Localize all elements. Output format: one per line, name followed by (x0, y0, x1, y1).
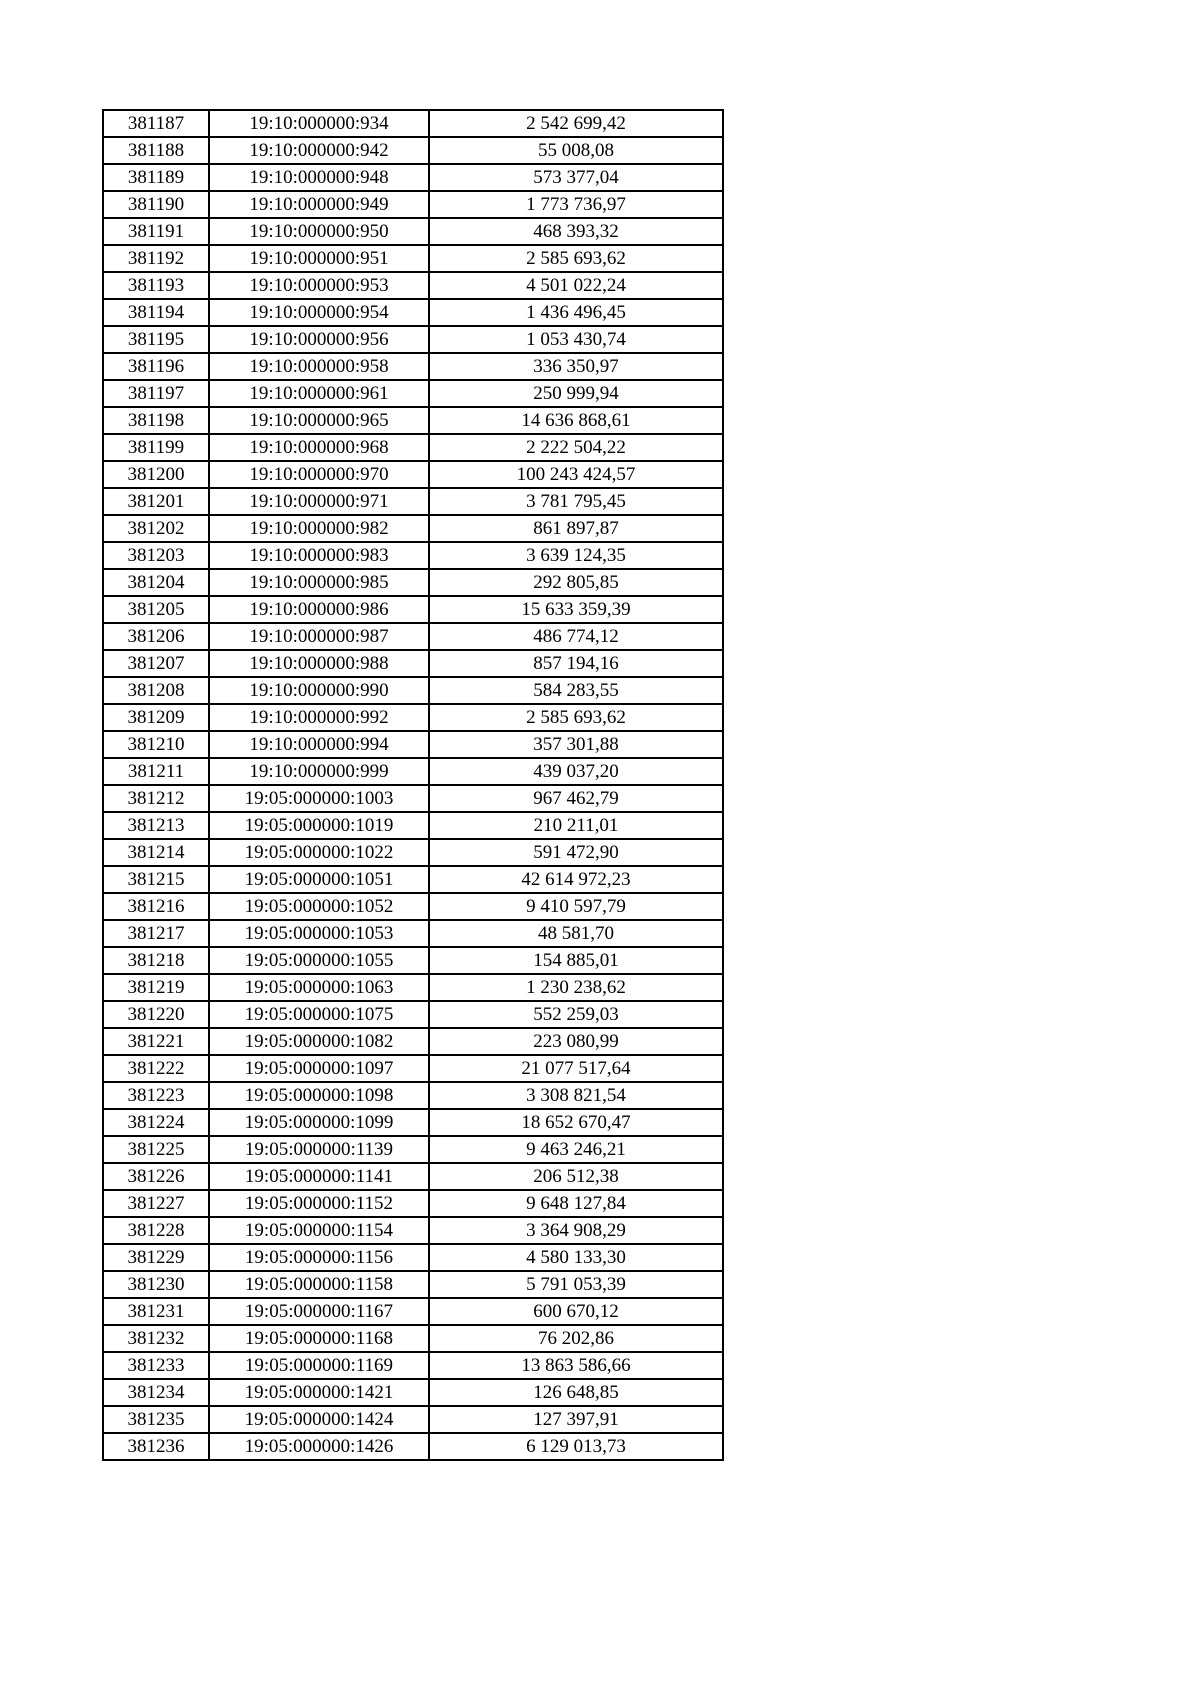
amount-cell: 1 053 430,74 (429, 326, 723, 353)
row-number-cell: 381210 (103, 731, 209, 758)
amount-cell: 55 008,08 (429, 137, 723, 164)
cadastral-number-cell: 19:05:000000:1055 (209, 947, 429, 974)
row-number-cell: 381194 (103, 299, 209, 326)
table-row (103, 488, 723, 515)
cadastral-number-cell: 19:05:000000:1152 (209, 1190, 429, 1217)
row-number-cell: 381225 (103, 1136, 209, 1163)
table-row (103, 218, 723, 245)
table-body (103, 110, 723, 1460)
row-number-cell: 381206 (103, 623, 209, 650)
row-number-cell: 381222 (103, 1055, 209, 1082)
table-row (103, 245, 723, 272)
table-row (103, 1433, 723, 1460)
table-row (103, 920, 723, 947)
row-number-cell: 381232 (103, 1325, 209, 1352)
row-number-cell: 381228 (103, 1217, 209, 1244)
table-row (103, 677, 723, 704)
amount-cell: 3 364 908,29 (429, 1217, 723, 1244)
cadastral-number-cell: 19:05:000000:1169 (209, 1352, 429, 1379)
amount-cell: 154 885,01 (429, 947, 723, 974)
table-row (103, 1217, 723, 1244)
cadastral-number-cell: 19:10:000000:934 (209, 110, 429, 137)
table-row (103, 974, 723, 1001)
table-row (103, 326, 723, 353)
row-number-cell: 381234 (103, 1379, 209, 1406)
table-row (103, 353, 723, 380)
table-row (103, 650, 723, 677)
amount-cell: 573 377,04 (429, 164, 723, 191)
cadastral-number-cell: 19:10:000000:994 (209, 731, 429, 758)
table-row (103, 164, 723, 191)
cadastral-number-cell: 19:10:000000:956 (209, 326, 429, 353)
amount-cell: 357 301,88 (429, 731, 723, 758)
amount-cell: 206 512,38 (429, 1163, 723, 1190)
cadastral-number-cell: 19:05:000000:1154 (209, 1217, 429, 1244)
row-number-cell: 381191 (103, 218, 209, 245)
cadastral-number-cell: 19:05:000000:1426 (209, 1433, 429, 1460)
amount-cell: 14 636 868,61 (429, 407, 723, 434)
row-number-cell: 381215 (103, 866, 209, 893)
row-number-cell: 381224 (103, 1109, 209, 1136)
cadastral-number-cell: 19:10:000000:950 (209, 218, 429, 245)
table-row (103, 866, 723, 893)
cadastral-number-cell: 19:10:000000:987 (209, 623, 429, 650)
cadastral-number-cell: 19:05:000000:1082 (209, 1028, 429, 1055)
table-row (103, 1055, 723, 1082)
table-row (103, 785, 723, 812)
table-row (103, 1271, 723, 1298)
table-row (103, 893, 723, 920)
table-row (103, 1379, 723, 1406)
cadastral-number-cell: 19:10:000000:988 (209, 650, 429, 677)
row-number-cell: 381187 (103, 110, 209, 137)
amount-cell: 223 080,99 (429, 1028, 723, 1055)
row-number-cell: 381193 (103, 272, 209, 299)
row-number-cell: 381207 (103, 650, 209, 677)
amount-cell: 250 999,94 (429, 380, 723, 407)
row-number-cell: 381220 (103, 1001, 209, 1028)
table-row (103, 731, 723, 758)
amount-cell: 210 211,01 (429, 812, 723, 839)
amount-cell: 5 791 053,39 (429, 1271, 723, 1298)
amount-cell: 292 805,85 (429, 569, 723, 596)
row-number-cell: 381198 (103, 407, 209, 434)
cadastral-number-cell: 19:10:000000:983 (209, 542, 429, 569)
cadastral-number-cell: 19:10:000000:992 (209, 704, 429, 731)
amount-cell: 967 462,79 (429, 785, 723, 812)
table-row (103, 1001, 723, 1028)
cadastral-number-cell: 19:05:000000:1156 (209, 1244, 429, 1271)
table-row (103, 1163, 723, 1190)
data-table (102, 109, 724, 1461)
cadastral-number-cell: 19:05:000000:1022 (209, 839, 429, 866)
table-row (103, 407, 723, 434)
table-row (103, 272, 723, 299)
table-row (103, 704, 723, 731)
amount-cell: 1 773 736,97 (429, 191, 723, 218)
amount-cell: 1 436 496,45 (429, 299, 723, 326)
row-number-cell: 381229 (103, 1244, 209, 1271)
table-row (103, 596, 723, 623)
table-row (103, 1082, 723, 1109)
cadastral-number-cell: 19:10:000000:990 (209, 677, 429, 704)
cadastral-number-cell: 19:05:000000:1421 (209, 1379, 429, 1406)
table-row (103, 1244, 723, 1271)
row-number-cell: 381221 (103, 1028, 209, 1055)
amount-cell: 4 501 022,24 (429, 272, 723, 299)
cadastral-number-cell: 19:10:000000:961 (209, 380, 429, 407)
cadastral-number-cell: 19:10:000000:982 (209, 515, 429, 542)
amount-cell: 48 581,70 (429, 920, 723, 947)
row-number-cell: 381218 (103, 947, 209, 974)
amount-cell: 6 129 013,73 (429, 1433, 723, 1460)
amount-cell: 100 243 424,57 (429, 461, 723, 488)
table-row (103, 380, 723, 407)
table-row (103, 569, 723, 596)
cadastral-number-cell: 19:10:000000:958 (209, 353, 429, 380)
amount-cell: 3 781 795,45 (429, 488, 723, 515)
cadastral-number-cell: 19:05:000000:1098 (209, 1082, 429, 1109)
row-number-cell: 381233 (103, 1352, 209, 1379)
amount-cell: 126 648,85 (429, 1379, 723, 1406)
amount-cell: 2 542 699,42 (429, 110, 723, 137)
table-row (103, 812, 723, 839)
cadastral-number-cell: 19:10:000000:949 (209, 191, 429, 218)
amount-cell: 2 585 693,62 (429, 704, 723, 731)
cadastral-number-cell: 19:05:000000:1052 (209, 893, 429, 920)
amount-cell: 336 350,97 (429, 353, 723, 380)
row-number-cell: 381231 (103, 1298, 209, 1325)
row-number-cell: 381212 (103, 785, 209, 812)
table-row (103, 542, 723, 569)
row-number-cell: 381188 (103, 137, 209, 164)
table-row (103, 434, 723, 461)
table-row (103, 1352, 723, 1379)
table-row (103, 110, 723, 137)
amount-cell: 468 393,32 (429, 218, 723, 245)
amount-cell: 15 633 359,39 (429, 596, 723, 623)
row-number-cell: 381189 (103, 164, 209, 191)
amount-cell: 9 463 246,21 (429, 1136, 723, 1163)
cadastral-number-cell: 19:05:000000:1051 (209, 866, 429, 893)
amount-cell: 42 614 972,23 (429, 866, 723, 893)
cadastral-number-cell: 19:10:000000:948 (209, 164, 429, 191)
row-number-cell: 381199 (103, 434, 209, 461)
row-number-cell: 381226 (103, 1163, 209, 1190)
cadastral-number-cell: 19:05:000000:1053 (209, 920, 429, 947)
row-number-cell: 381190 (103, 191, 209, 218)
amount-cell: 861 897,87 (429, 515, 723, 542)
amount-cell: 13 863 586,66 (429, 1352, 723, 1379)
cadastral-number-cell: 19:05:000000:1168 (209, 1325, 429, 1352)
table-row (103, 839, 723, 866)
amount-cell: 591 472,90 (429, 839, 723, 866)
cadastral-number-cell: 19:10:000000:971 (209, 488, 429, 515)
cadastral-number-cell: 19:05:000000:1424 (209, 1406, 429, 1433)
row-number-cell: 381216 (103, 893, 209, 920)
cadastral-number-cell: 19:05:000000:1075 (209, 1001, 429, 1028)
row-number-cell: 381200 (103, 461, 209, 488)
table-row (103, 137, 723, 164)
cadastral-number-cell: 19:05:000000:1141 (209, 1163, 429, 1190)
row-number-cell: 381227 (103, 1190, 209, 1217)
row-number-cell: 381211 (103, 758, 209, 785)
amount-cell: 9 410 597,79 (429, 893, 723, 920)
row-number-cell: 381213 (103, 812, 209, 839)
row-number-cell: 381230 (103, 1271, 209, 1298)
row-number-cell: 381236 (103, 1433, 209, 1460)
amount-cell: 18 652 670,47 (429, 1109, 723, 1136)
row-number-cell: 381192 (103, 245, 209, 272)
row-number-cell: 381201 (103, 488, 209, 515)
row-number-cell: 381205 (103, 596, 209, 623)
cadastral-number-cell: 19:10:000000:965 (209, 407, 429, 434)
cadastral-number-cell: 19:05:000000:1019 (209, 812, 429, 839)
row-number-cell: 381195 (103, 326, 209, 353)
table-row (103, 461, 723, 488)
row-number-cell: 381209 (103, 704, 209, 731)
amount-cell: 127 397,91 (429, 1406, 723, 1433)
table-row (103, 1136, 723, 1163)
table-row (103, 191, 723, 218)
amount-cell: 584 283,55 (429, 677, 723, 704)
cadastral-number-cell: 19:05:000000:1167 (209, 1298, 429, 1325)
table-row (103, 947, 723, 974)
cadastral-number-cell: 19:10:000000:954 (209, 299, 429, 326)
row-number-cell: 381196 (103, 353, 209, 380)
row-number-cell: 381204 (103, 569, 209, 596)
amount-cell: 439 037,20 (429, 758, 723, 785)
table-row (103, 1406, 723, 1433)
amount-cell: 2 585 693,62 (429, 245, 723, 272)
cadastral-number-cell: 19:10:000000:970 (209, 461, 429, 488)
amount-cell: 9 648 127,84 (429, 1190, 723, 1217)
cadastral-number-cell: 19:10:000000:986 (209, 596, 429, 623)
table-row (103, 515, 723, 542)
cadastral-number-cell: 19:05:000000:1003 (209, 785, 429, 812)
table-row (103, 1028, 723, 1055)
amount-cell: 21 077 517,64 (429, 1055, 723, 1082)
row-number-cell: 381214 (103, 839, 209, 866)
amount-cell: 552 259,03 (429, 1001, 723, 1028)
table-row (103, 1109, 723, 1136)
table-row (103, 1190, 723, 1217)
cadastral-number-cell: 19:05:000000:1139 (209, 1136, 429, 1163)
row-number-cell: 381235 (103, 1406, 209, 1433)
amount-cell: 486 774,12 (429, 623, 723, 650)
table-row (103, 1325, 723, 1352)
table-row (103, 758, 723, 785)
cadastral-number-cell: 19:05:000000:1063 (209, 974, 429, 1001)
row-number-cell: 381208 (103, 677, 209, 704)
row-number-cell: 381202 (103, 515, 209, 542)
amount-cell: 1 230 238,62 (429, 974, 723, 1001)
amount-cell: 76 202,86 (429, 1325, 723, 1352)
cadastral-number-cell: 19:05:000000:1158 (209, 1271, 429, 1298)
cadastral-number-cell: 19:10:000000:942 (209, 137, 429, 164)
cadastral-number-cell: 19:10:000000:985 (209, 569, 429, 596)
cadastral-number-cell: 19:05:000000:1099 (209, 1109, 429, 1136)
amount-cell: 3 639 124,35 (429, 542, 723, 569)
row-number-cell: 381217 (103, 920, 209, 947)
amount-cell: 3 308 821,54 (429, 1082, 723, 1109)
cadastral-number-cell: 19:10:000000:951 (209, 245, 429, 272)
amount-cell: 857 194,16 (429, 650, 723, 677)
amount-cell: 2 222 504,22 (429, 434, 723, 461)
table-row (103, 299, 723, 326)
row-number-cell: 381219 (103, 974, 209, 1001)
row-number-cell: 381223 (103, 1082, 209, 1109)
cadastral-number-cell: 19:05:000000:1097 (209, 1055, 429, 1082)
cadastral-number-cell: 19:10:000000:999 (209, 758, 429, 785)
cadastral-number-cell: 19:10:000000:953 (209, 272, 429, 299)
row-number-cell: 381203 (103, 542, 209, 569)
table-row (103, 1298, 723, 1325)
table-row (103, 623, 723, 650)
amount-cell: 600 670,12 (429, 1298, 723, 1325)
cadastral-number-cell: 19:10:000000:968 (209, 434, 429, 461)
amount-cell: 4 580 133,30 (429, 1244, 723, 1271)
row-number-cell: 381197 (103, 380, 209, 407)
